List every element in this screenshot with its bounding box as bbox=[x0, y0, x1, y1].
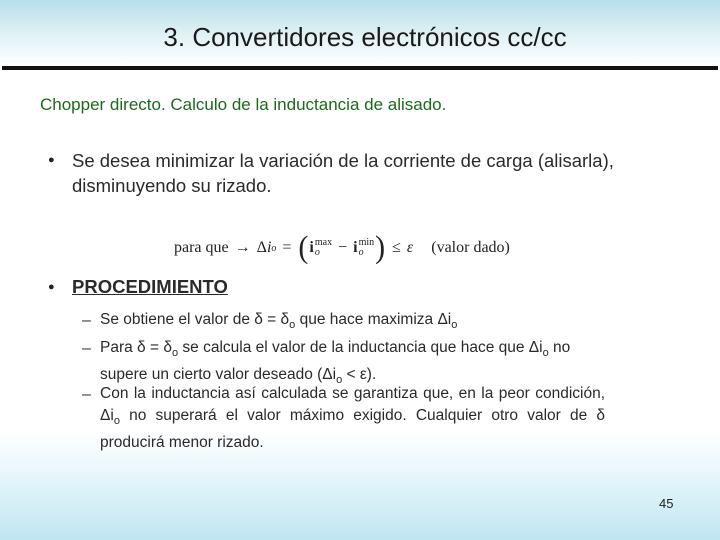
formula-minus: − bbox=[338, 239, 348, 256]
step2-sub-o-3: o bbox=[336, 374, 343, 387]
formula-prefix: para que bbox=[174, 239, 229, 256]
formula-equals: = bbox=[282, 239, 292, 256]
formula-i: i bbox=[266, 239, 272, 256]
bullet-dot-icon: ● bbox=[48, 154, 55, 166]
dash-marker-3: – bbox=[82, 386, 91, 403]
formula-max-label: max bbox=[314, 237, 333, 248]
slide-header bbox=[0, 0, 720, 68]
formula-le: ≤ bbox=[392, 239, 401, 256]
left-paren-icon: ( bbox=[298, 230, 309, 265]
title-divider bbox=[2, 66, 718, 70]
formula-arrow: → bbox=[234, 239, 251, 256]
step3-text-a: Con la inductancia así calculada se garantiza que, en la peor condición, Δi bbox=[100, 385, 605, 424]
dash-marker-1: – bbox=[82, 312, 91, 329]
step2-text-d: < ε). bbox=[342, 366, 377, 384]
step1-sub-o: o bbox=[289, 319, 296, 332]
bullet-text-1: Se desea minimizar la variación de la corriente de carga (alisarla), disminuyendo su rizado. bbox=[72, 150, 614, 196]
formula-delta: Δ bbox=[256, 239, 267, 256]
step2-text-c: no supere un cierto valor deseado (Δi bbox=[100, 339, 571, 384]
ripple-formula bbox=[174, 230, 510, 265]
formula-sub-o-2: o bbox=[314, 247, 320, 258]
step2-sub-o: o bbox=[171, 347, 179, 360]
procedure-step-1 bbox=[100, 309, 605, 336]
step1-sub-o-2: o bbox=[451, 319, 458, 332]
step3-text-b: no superará el valor máximo exigido. Cualquier otro valor de δ producirá menor rizado. bbox=[100, 407, 605, 452]
step1-text-a: Se obtiene el valor de δ = δ bbox=[100, 311, 290, 328]
formula-sub-o-3: o bbox=[358, 247, 364, 258]
formula-epsilon: ε bbox=[406, 239, 414, 256]
formula-i-min: i bbox=[353, 239, 358, 256]
slide-title: 3. Convertidores electrónicos cc/cc bbox=[163, 22, 567, 52]
procedure-heading: PROCEDIMIENTO bbox=[72, 276, 228, 297]
page-number: 45 bbox=[659, 496, 674, 511]
step2-text-b: se calcula el valor de la inductancia que hace que Δi bbox=[178, 339, 543, 356]
step2-sub-o-2: o bbox=[542, 347, 549, 360]
slide-subtitle: Chopper directo. Calculo de la inductancia de alisado. bbox=[40, 95, 447, 114]
formula-min-label: min bbox=[358, 237, 375, 248]
formula-sub-o: o bbox=[271, 242, 277, 254]
step1-text-b: que hace maximiza Δi bbox=[295, 311, 452, 328]
right-paren-icon: ) bbox=[375, 230, 386, 265]
bullet-dot-icon-2: ● bbox=[48, 281, 55, 293]
formula-note: (valor dado) bbox=[431, 239, 510, 256]
step2-text-a: Para δ = δ bbox=[100, 339, 172, 356]
step3-sub-o: o bbox=[113, 415, 120, 428]
dash-marker-2: – bbox=[82, 340, 91, 357]
procedure-step-3 bbox=[100, 383, 605, 454]
formula-i-max: i bbox=[309, 239, 314, 256]
